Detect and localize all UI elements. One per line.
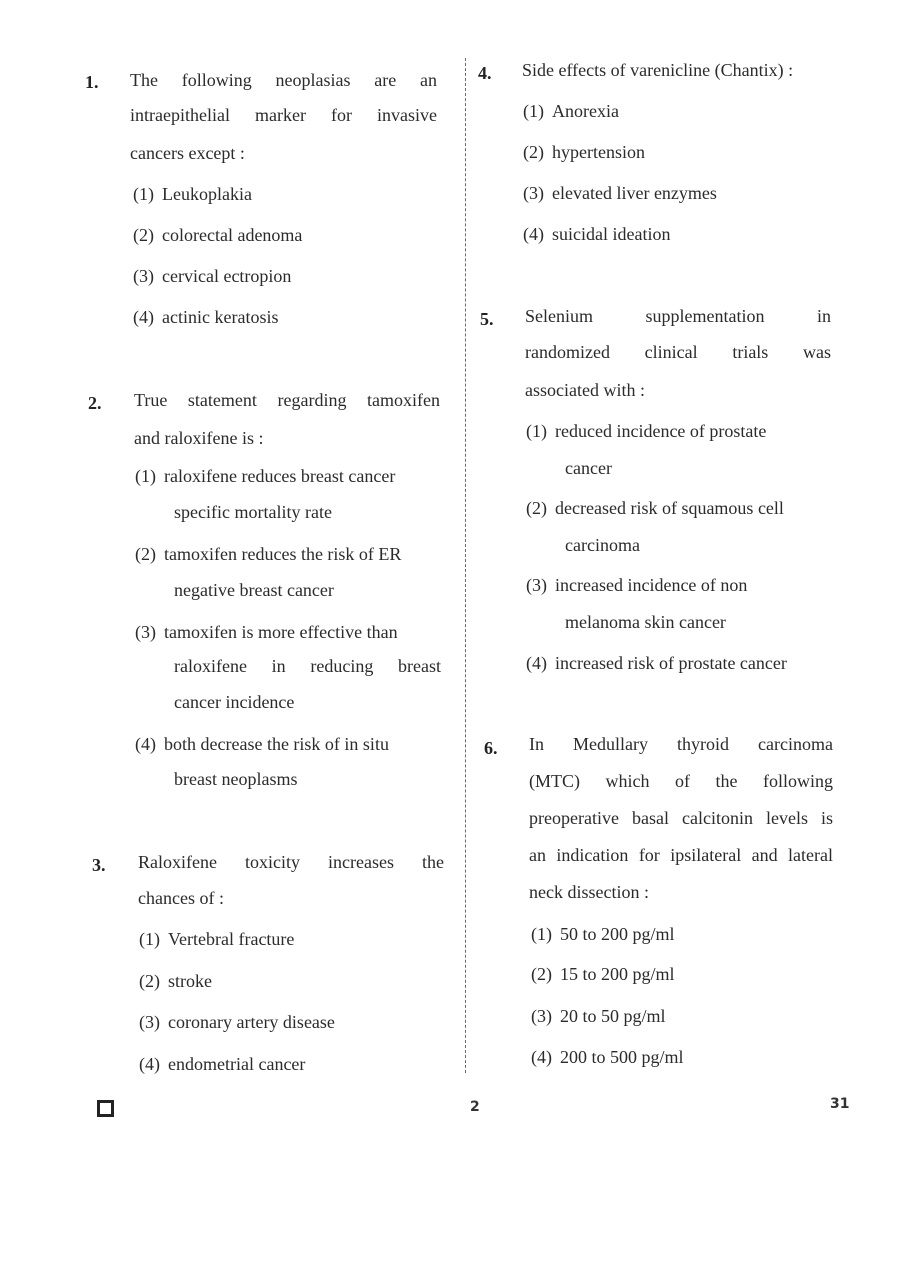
- option-1-continued: cancer: [565, 458, 612, 478]
- option-3: (3) elevated liver enzymes: [523, 183, 717, 203]
- question-text: chances of :: [138, 888, 224, 908]
- option-4: (4) 200 to 500 pg/ml: [531, 1047, 684, 1067]
- question-text: The following neoplasias are an: [130, 70, 437, 90]
- option-4: (4) both decrease the risk of in situ: [135, 734, 389, 754]
- booklet-code: 31: [830, 1096, 850, 1112]
- question-text: Selenium supplementation in: [525, 306, 831, 326]
- option-3-continued: melanoma skin cancer: [565, 612, 726, 632]
- option-4: (4) suicidal ideation: [523, 224, 671, 244]
- option-3: (3) increased incidence of non: [526, 575, 748, 595]
- option-3-continued: cancer incidence: [174, 692, 295, 712]
- option-2-continued: negative breast cancer: [174, 580, 334, 600]
- option-2: (2) stroke: [139, 971, 212, 991]
- option-3-continued: raloxifene in reducing breast: [174, 656, 441, 676]
- option-4-continued: breast neoplasms: [174, 769, 298, 789]
- column-divider: [465, 58, 466, 1073]
- option-1: (1) Vertebral fracture: [139, 929, 295, 949]
- option-1-continued: specific mortality rate: [174, 502, 332, 522]
- question-number: 1.: [85, 72, 99, 92]
- question-text: intraepithelial marker for invasive: [130, 105, 437, 125]
- option-1: (1) Leukoplakia: [133, 184, 252, 204]
- question-text: and raloxifene is :: [134, 428, 264, 448]
- option-1: (1) raloxifene reduces breast cancer: [135, 466, 396, 486]
- question-text: cancers except :: [130, 143, 245, 163]
- page-number: 2: [470, 1099, 480, 1115]
- option-4: (4) increased risk of prostate cancer: [526, 653, 787, 673]
- option-3: (3) 20 to 50 pg/ml: [531, 1006, 666, 1026]
- option-4: (4) actinic keratosis: [133, 307, 279, 327]
- question-text: randomized clinical trials was: [525, 342, 831, 362]
- question-number: 6.: [484, 738, 498, 758]
- option-2-continued: carcinoma: [565, 535, 640, 555]
- option-2: (2) 15 to 200 pg/ml: [531, 964, 675, 984]
- option-2: (2) tamoxifen reduces the risk of ER: [135, 544, 402, 564]
- option-1: (1) reduced incidence of prostate: [526, 421, 767, 441]
- option-2: (2) colorectal adenoma: [133, 225, 303, 245]
- option-2: (2) hypertension: [523, 142, 645, 162]
- question-text: neck dissection :: [529, 882, 649, 902]
- question-text: True statement regarding tamoxifen: [134, 390, 440, 410]
- question-text: Side effects of varenicline (Chantix) :: [522, 60, 794, 80]
- question-number: 5.: [480, 309, 494, 329]
- option-3: (3) coronary artery disease: [139, 1012, 335, 1032]
- question-text: associated with :: [525, 380, 645, 400]
- option-3: (3) tamoxifen is more effective than: [135, 622, 398, 642]
- question-text: In Medullary thyroid carcinoma: [529, 734, 833, 754]
- question-text: an indication for ipsilateral and lateral: [529, 845, 833, 865]
- square-marker-icon: [97, 1100, 114, 1117]
- question-text: (MTC) which of the following: [529, 771, 833, 791]
- question-number: 4.: [478, 63, 492, 83]
- question-number: 3.: [92, 855, 106, 875]
- option-2: (2) decreased risk of squamous cell: [526, 498, 784, 518]
- question-text: preoperative basal calcitonin levels is: [529, 808, 833, 828]
- option-3: (3) cervical ectropion: [133, 266, 292, 286]
- option-4: (4) endometrial cancer: [139, 1054, 306, 1074]
- option-1: (1) 50 to 200 pg/ml: [531, 924, 675, 944]
- question-number: 2.: [88, 393, 102, 413]
- option-1: (1) Anorexia: [523, 101, 619, 121]
- question-text: Raloxifene toxicity increases the: [138, 852, 444, 872]
